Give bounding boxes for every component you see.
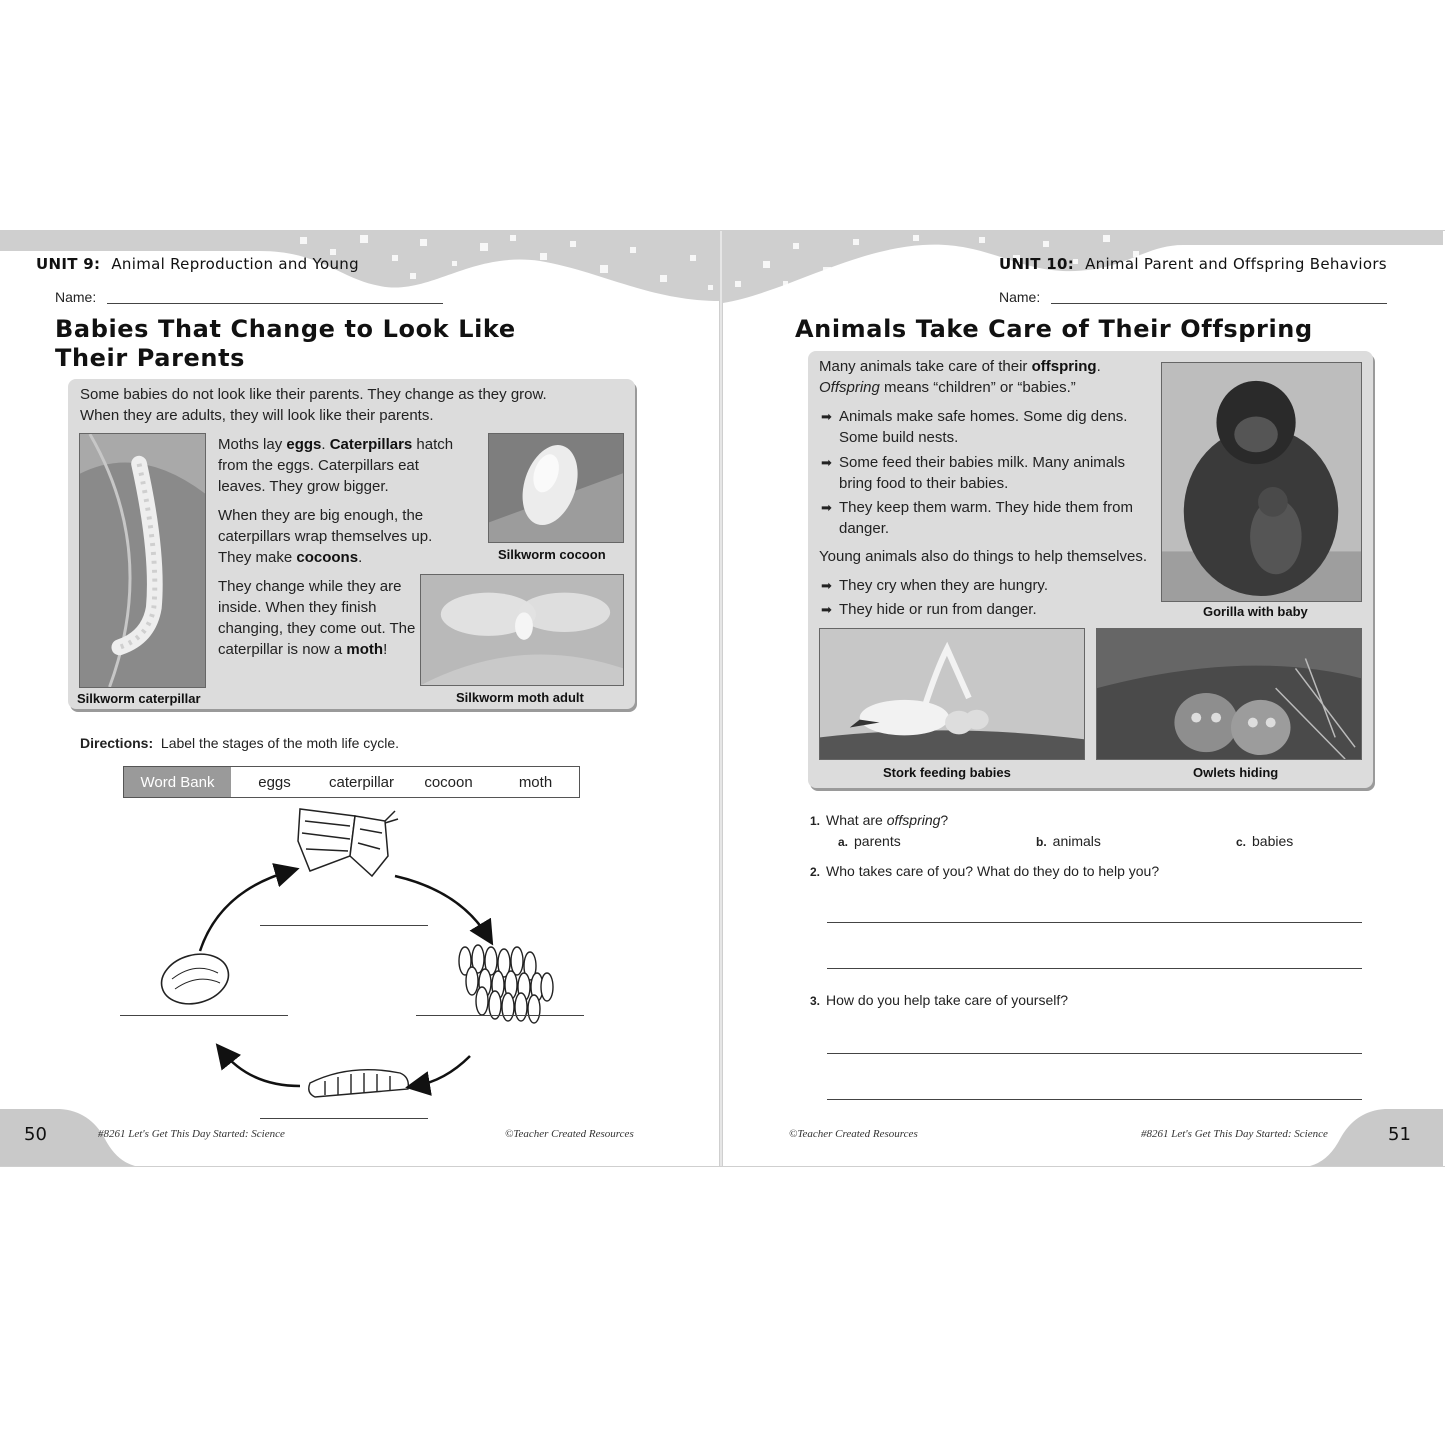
label-line-bottom[interactable] xyxy=(260,1118,428,1119)
moth-drawing xyxy=(298,809,398,876)
book-spread xyxy=(0,230,1445,1167)
cocoon-photo xyxy=(488,433,624,543)
stork-photo xyxy=(819,628,1085,760)
label-line-right[interactable] xyxy=(416,1015,584,1016)
label-line-top[interactable] xyxy=(260,925,428,926)
page-title: Babies That Change to Look Like Their Parents xyxy=(55,315,516,372)
young-text: Young animals also do things to help themselves. xyxy=(819,548,1147,565)
question-2: 2. Who takes care of you? What do they do to help you? xyxy=(810,863,1160,879)
bullet-item: ➡ They keep them warm. They hide them from danger. xyxy=(821,499,1134,537)
bullet-item: ➡ They cry when they are hungry. xyxy=(821,577,1048,594)
caption-moth: Silkworm moth adult xyxy=(456,690,584,705)
paragraph-eggs: Moths lay eggs. Caterpillars hatch from the eggs. Caterpillars eat leaves. They grow bigger. xyxy=(218,436,454,495)
answer-line[interactable] xyxy=(827,968,1362,969)
footer-title: #8261 Let's Get This Day Started: Science xyxy=(98,1128,285,1140)
gorilla-photo xyxy=(1161,362,1362,602)
word-bank-word: eggs xyxy=(258,773,291,791)
owlets-photo xyxy=(1096,628,1362,760)
word-bank-word: cocoon xyxy=(424,773,473,791)
answer-option-a[interactable]: a. parents xyxy=(838,833,901,849)
name-label: Name: xyxy=(55,289,97,305)
footer-copyright: ©Teacher Created Resources xyxy=(789,1128,918,1140)
question-1: 1. What are offspring? xyxy=(810,812,949,828)
name-field[interactable] xyxy=(107,303,443,304)
caterpillar-drawing xyxy=(309,1070,409,1097)
bullet-item: ➡ Some feed their babies milk. Many animals bring food to their babies. xyxy=(821,454,1125,492)
left-page xyxy=(0,231,720,1166)
page-number: 50 xyxy=(24,1124,47,1145)
answer-option-c[interactable]: c. babies xyxy=(1236,833,1294,849)
footer-title: #8261 Let's Get This Day Started: Science xyxy=(1141,1128,1328,1140)
footer-copyright: ©Teacher Created Resources xyxy=(505,1128,634,1140)
caption-stork: Stork feeding babies xyxy=(883,765,1011,780)
intro-text: Some babies do not look like their parents. They change as they grow. When they are adults, they will look like their parents. xyxy=(80,386,547,424)
page-number: 51 xyxy=(1388,1124,1411,1145)
caterpillar-photo xyxy=(79,433,206,688)
answer-line[interactable] xyxy=(827,922,1362,923)
answer-line[interactable] xyxy=(827,1099,1362,1100)
unit-title: Animal Reproduction and Young xyxy=(111,255,359,273)
bullet-item: ➡ Animals make safe homes. Some dig dens. Some build nests. xyxy=(821,408,1128,446)
caption-owlets: Owlets hiding xyxy=(1193,765,1279,780)
name-field[interactable] xyxy=(1051,303,1387,304)
right-page xyxy=(723,231,1443,1166)
paragraph-moth: They change while they are inside. When they finish changing, they come out. The caterpillar is now a moth! xyxy=(218,578,416,658)
unit-title: Animal Parent and Offspring Behaviors xyxy=(1085,255,1387,273)
answer-option-b[interactable]: b. animals xyxy=(1036,833,1101,849)
intro-text: Many animals take care of their offspring. Offspring means “children” or “babies.” xyxy=(819,358,1101,396)
bullet-item: ➡ They hide or run from danger. xyxy=(821,601,1037,618)
word-bank-word: caterpillar xyxy=(328,773,395,791)
answer-line[interactable] xyxy=(827,1053,1362,1054)
page-title: Animals Take Care of Their Offspring xyxy=(795,315,1313,343)
label-line-left[interactable] xyxy=(120,1015,288,1016)
life-cycle-diagram xyxy=(110,801,600,1131)
unit-header: UNIT 10: Animal Parent and Offspring Behaviors xyxy=(999,255,1387,273)
name-label: Name: xyxy=(999,289,1041,305)
caption-caterpillar: Silkworm caterpillar xyxy=(77,691,201,706)
paragraph-cocoons: When they are big enough, the caterpillars wrap themselves up. They make cocoons. xyxy=(218,507,433,566)
cocoon-drawing xyxy=(156,947,234,1011)
word-bank-word: moth xyxy=(518,773,553,791)
unit-header: UNIT 9: Animal Reproduction and Young xyxy=(36,255,359,273)
caption-gorilla: Gorilla with baby xyxy=(1203,604,1308,619)
word-bank-title: Word Bank xyxy=(124,767,231,797)
caption-cocoon: Silkworm cocoon xyxy=(498,547,606,562)
moth-photo xyxy=(420,574,624,686)
directions: Directions: Label the stages of the moth life cycle. xyxy=(80,735,400,751)
question-3: 3. How do you help take care of yourself? xyxy=(810,992,1069,1008)
eggs-drawing xyxy=(459,945,553,1023)
word-bank xyxy=(123,766,580,798)
